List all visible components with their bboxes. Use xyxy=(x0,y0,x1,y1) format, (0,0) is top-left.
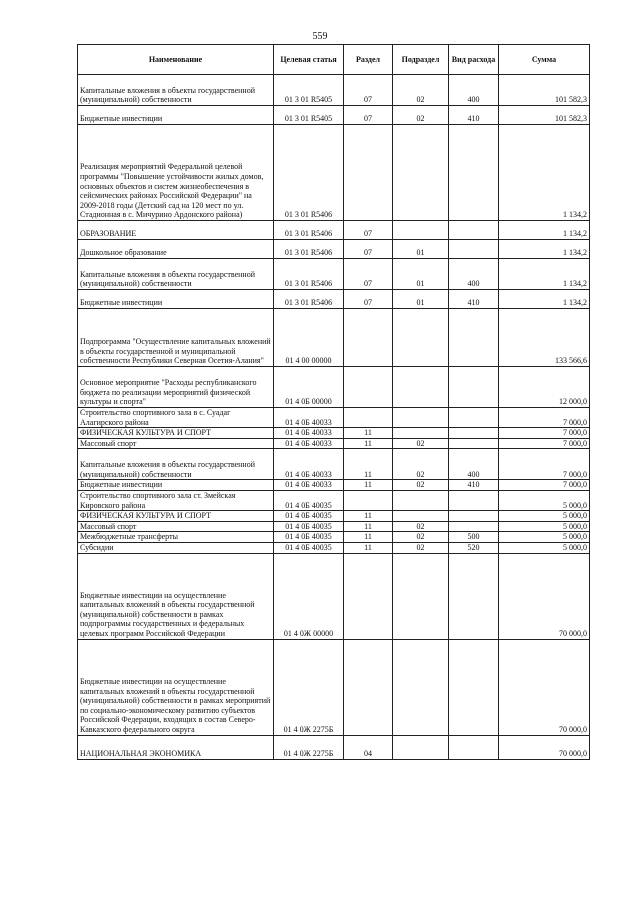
row-target-article: 01 4 0Б 00000 xyxy=(274,367,344,408)
table-row xyxy=(78,735,590,759)
row-sum: 12 000,0 xyxy=(499,367,590,408)
row-sum: 1 134,2 xyxy=(499,259,590,290)
row-subsection xyxy=(393,553,449,639)
table-row xyxy=(78,532,590,543)
row-expense-type xyxy=(449,521,499,532)
row-subsection xyxy=(393,367,449,408)
row-section: 11 xyxy=(344,449,393,480)
row-subsection: 02 xyxy=(393,106,449,125)
row-expense-type: 410 xyxy=(449,290,499,309)
row-section: 04 xyxy=(344,735,393,759)
row-name: НАЦИОНАЛЬНАЯ ЭКОНОМИКА xyxy=(78,735,274,759)
row-expense-type xyxy=(449,367,499,408)
row-section: 07 xyxy=(344,106,393,125)
header-sum: Сумма xyxy=(499,45,590,75)
row-target-article: 01 4 0Б 40035 xyxy=(274,532,344,543)
table-row xyxy=(78,259,590,290)
row-target-article: 01 4 0Б 40033 xyxy=(274,449,344,480)
table-row xyxy=(78,309,590,367)
row-target-article: 01 3 01 R5406 xyxy=(274,125,344,221)
row-section: 07 xyxy=(344,290,393,309)
row-sum: 1 134,2 xyxy=(499,125,590,221)
row-expense-type xyxy=(449,490,499,510)
row-section: 07 xyxy=(344,240,393,259)
row-subsection: 02 xyxy=(393,75,449,106)
row-target-article: 01 4 00 00000 xyxy=(274,309,344,367)
row-expense-type xyxy=(449,639,499,735)
row-target-article: 01 3 01 R5406 xyxy=(274,221,344,240)
table-row xyxy=(78,408,590,428)
row-sum: 1 134,2 xyxy=(499,240,590,259)
row-name: Основное мероприятие "Расходы республиканского бюджета по реализации мероприятий физической культуры и спорта" xyxy=(78,367,274,408)
header-target-article: Целевая статья xyxy=(274,45,344,75)
row-sum: 5 000,0 xyxy=(499,532,590,543)
row-target-article: 01 3 01 R5406 xyxy=(274,240,344,259)
row-section: 11 xyxy=(344,521,393,532)
row-expense-type: 400 xyxy=(449,259,499,290)
table-row xyxy=(78,428,590,439)
row-target-article: 01 4 0Ж 00000 xyxy=(274,553,344,639)
row-target-article: 01 4 0Б 40035 xyxy=(274,490,344,510)
row-section: 07 xyxy=(344,259,393,290)
row-subsection xyxy=(393,490,449,510)
row-sum: 101 582,3 xyxy=(499,106,590,125)
row-name: Подпрограмма "Осуществление капитальных вложений в объекты государственной и муниципальной собственности Республики Северная Осетия-Алания" xyxy=(78,309,274,367)
row-target-article: 01 3 01 R5406 xyxy=(274,259,344,290)
row-sum: 101 582,3 xyxy=(499,75,590,106)
row-subsection: 01 xyxy=(393,240,449,259)
row-section xyxy=(344,367,393,408)
row-sum: 5 000,0 xyxy=(499,511,590,522)
row-name: Капитальные вложения в объекты государственной (муниципальной) собственности xyxy=(78,259,274,290)
row-expense-type: 500 xyxy=(449,532,499,543)
row-subsection xyxy=(393,309,449,367)
row-name: Бюджетные инвестиции на осуществление капитальных вложений в объекты государственной (муниципальной) собственности в рамках подпрограммы государственных и федеральных целевых программ Российской Федерации xyxy=(78,553,274,639)
row-section xyxy=(344,553,393,639)
header-name: Наименование xyxy=(78,45,274,75)
row-expense-type xyxy=(449,511,499,522)
row-expense-type xyxy=(449,553,499,639)
row-sum: 133 566,6 xyxy=(499,309,590,367)
row-subsection xyxy=(393,511,449,522)
table-row xyxy=(78,639,590,735)
row-target-article: 01 4 0Б 40033 xyxy=(274,428,344,439)
table-row xyxy=(78,106,590,125)
row-section xyxy=(344,490,393,510)
row-name: ОБРАЗОВАНИЕ xyxy=(78,221,274,240)
row-section xyxy=(344,639,393,735)
row-subsection: 02 xyxy=(393,480,449,491)
table-row xyxy=(78,511,590,522)
row-expense-type: 410 xyxy=(449,106,499,125)
row-section: 11 xyxy=(344,428,393,439)
row-sum: 5 000,0 xyxy=(499,490,590,510)
row-section xyxy=(344,125,393,221)
row-name: Межбюджетные трансферты xyxy=(78,532,274,543)
row-target-article: 01 4 0Б 40035 xyxy=(274,542,344,553)
table-row xyxy=(78,542,590,553)
table-row xyxy=(78,240,590,259)
row-target-article: 01 4 0Ж 2275Б xyxy=(274,735,344,759)
row-subsection xyxy=(393,428,449,439)
row-section: 11 xyxy=(344,511,393,522)
row-expense-type xyxy=(449,125,499,221)
row-subsection: 02 xyxy=(393,438,449,449)
header-subsection: Подраздел xyxy=(393,45,449,75)
row-expense-type: 400 xyxy=(449,75,499,106)
row-sum: 70 000,0 xyxy=(499,553,590,639)
row-subsection xyxy=(393,221,449,240)
row-sum: 70 000,0 xyxy=(499,735,590,759)
row-target-article: 01 3 01 R5405 xyxy=(274,106,344,125)
row-sum: 1 134,2 xyxy=(499,290,590,309)
row-target-article: 01 3 01 R5406 xyxy=(274,290,344,309)
table-row xyxy=(78,490,590,510)
row-expense-type xyxy=(449,438,499,449)
row-section: 07 xyxy=(344,221,393,240)
row-section: 07 xyxy=(344,75,393,106)
row-section: 11 xyxy=(344,480,393,491)
row-name: Массовый спорт xyxy=(78,521,274,532)
row-sum: 5 000,0 xyxy=(499,542,590,553)
row-section: 11 xyxy=(344,532,393,543)
header-expense-type: Вид расхода xyxy=(449,45,499,75)
row-name: Массовый спорт xyxy=(78,438,274,449)
row-subsection xyxy=(393,639,449,735)
row-expense-type xyxy=(449,428,499,439)
row-expense-type xyxy=(449,408,499,428)
row-subsection: 01 xyxy=(393,290,449,309)
row-expense-type xyxy=(449,309,499,367)
row-sum: 7 000,0 xyxy=(499,438,590,449)
row-name: Бюджетные инвестиции xyxy=(78,290,274,309)
row-subsection: 01 xyxy=(393,259,449,290)
row-target-article: 01 4 0Б 40035 xyxy=(274,511,344,522)
row-expense-type xyxy=(449,735,499,759)
table-row xyxy=(78,438,590,449)
row-sum: 7 000,0 xyxy=(499,408,590,428)
row-expense-type: 410 xyxy=(449,480,499,491)
row-name: Субсидии xyxy=(78,542,274,553)
row-section: 11 xyxy=(344,542,393,553)
row-subsection: 02 xyxy=(393,449,449,480)
row-name: Реализация мероприятий Федеральной целевой программы "Повышение устойчивости жилых домов, основных объектов и систем жизнеобеспечения в сейсмических районах Российской Федерации" на 2009-2018 годы (Детский сад на 120 мест по ул. Стадионная в с. Мичурино Ардонского района) xyxy=(78,125,274,221)
row-expense-type xyxy=(449,240,499,259)
row-sum: 7 000,0 xyxy=(499,449,590,480)
row-sum: 7 000,0 xyxy=(499,428,590,439)
budget-table xyxy=(77,44,590,760)
row-subsection xyxy=(393,125,449,221)
table-row xyxy=(78,367,590,408)
row-subsection xyxy=(393,408,449,428)
table-header-row xyxy=(78,45,590,75)
row-sum: 5 000,0 xyxy=(499,521,590,532)
row-name: ФИЗИЧЕСКАЯ КУЛЬТУРА И СПОРТ xyxy=(78,428,274,439)
row-sum: 1 134,2 xyxy=(499,221,590,240)
table-row xyxy=(78,480,590,491)
row-target-article: 01 3 01 R5405 xyxy=(274,75,344,106)
row-subsection: 02 xyxy=(393,532,449,543)
row-expense-type: 520 xyxy=(449,542,499,553)
row-expense-type xyxy=(449,221,499,240)
row-section: 11 xyxy=(344,438,393,449)
row-target-article: 01 4 0Б 40033 xyxy=(274,438,344,449)
table-row xyxy=(78,290,590,309)
row-name: ФИЗИЧЕСКАЯ КУЛЬТУРА И СПОРТ xyxy=(78,511,274,522)
row-target-article: 01 4 0Б 40033 xyxy=(274,408,344,428)
row-name: Дошкольное образование xyxy=(78,240,274,259)
row-section xyxy=(344,309,393,367)
row-target-article: 01 4 0Б 40033 xyxy=(274,480,344,491)
table-row xyxy=(78,521,590,532)
row-sum: 70 000,0 xyxy=(499,639,590,735)
table-row xyxy=(78,449,590,480)
row-sum: 7 000,0 xyxy=(499,480,590,491)
row-name: Строительство спортивного зала в с. Суадаг Алагирского района xyxy=(78,408,274,428)
row-subsection: 02 xyxy=(393,542,449,553)
row-name: Капитальные вложения в объекты государственной (муниципальной) собственности xyxy=(78,75,274,106)
row-name: Строительство спортивного зала ст. Змейская Кировского района xyxy=(78,490,274,510)
header-section: Раздел xyxy=(344,45,393,75)
table-row xyxy=(78,125,590,221)
row-name: Бюджетные инвестиции xyxy=(78,480,274,491)
row-name: Капитальные вложения в объекты государственной (муниципальной) собственности xyxy=(78,449,274,480)
page-number: 559 xyxy=(312,31,328,42)
row-section xyxy=(344,408,393,428)
row-expense-type: 400 xyxy=(449,449,499,480)
row-subsection: 02 xyxy=(393,521,449,532)
table-row xyxy=(78,553,590,639)
table-row xyxy=(78,75,590,106)
row-target-article: 01 4 0Б 40035 xyxy=(274,521,344,532)
table-row xyxy=(78,221,590,240)
row-target-article: 01 4 0Ж 2275Б xyxy=(274,639,344,735)
row-subsection xyxy=(393,735,449,759)
row-name: Бюджетные инвестиции xyxy=(78,106,274,125)
row-name: Бюджетные инвестиции на осуществление капитальных вложений в объекты государственной (муниципальной) собственности в рамках мероприятий по социально-экономическому развитию субъектов Российской Федерации, входящих в состав Северо-Кавказского федерального округа xyxy=(78,639,274,735)
